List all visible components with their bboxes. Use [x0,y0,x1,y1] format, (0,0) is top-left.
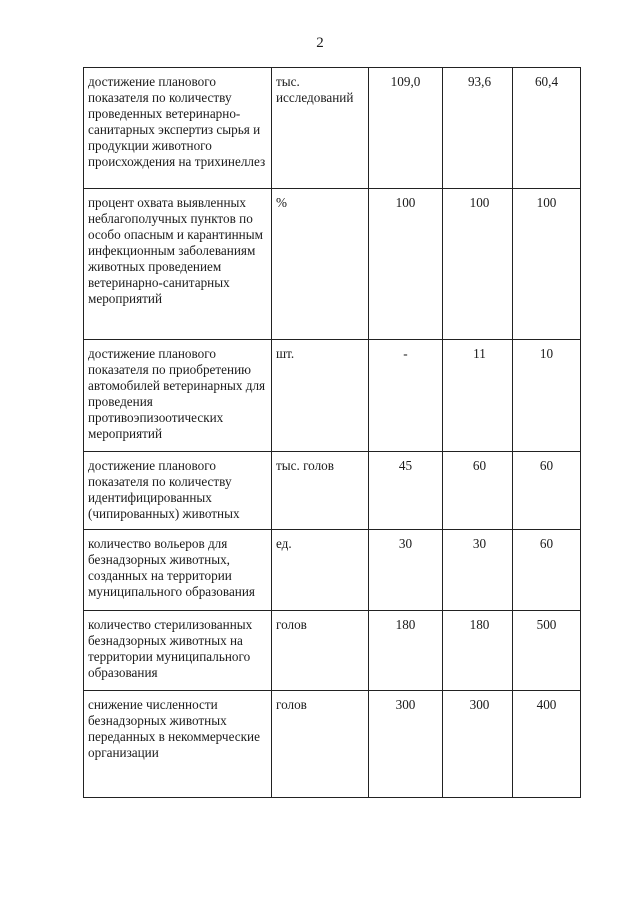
page-number: 2 [316,35,324,51]
indicator-name-cell: количество стерилизованных безнадзорных животных на территории муниципального образования [84,611,272,691]
value-cell-1: 45 [369,452,443,530]
value-cell-1: 109,0 [369,68,443,189]
value-cell-2: 300 [443,691,513,798]
value-cell-2: 30 [443,530,513,611]
value-cell-3: 500 [513,611,581,691]
table-row [84,611,581,691]
indicator-name-cell: снижение численности безнадзорных животных переданных в некоммерческие организации [84,691,272,798]
table-row [84,68,581,189]
value-cell-2: 11 [443,340,513,452]
value-cell-1: 100 [369,189,443,340]
indicator-name-cell: количество вольеров для безнадзорных животных, созданных на территории муниципального образования [84,530,272,611]
value-cell-1: 180 [369,611,443,691]
value-cell-3: 400 [513,691,581,798]
table-row [84,452,581,530]
value-cell-1: 300 [369,691,443,798]
value-cell-3: 10 [513,340,581,452]
unit-cell: голов [272,611,369,691]
indicator-name-cell: достижение планового показателя по количеству проведенных ветеринарно-санитарных экспертиз сырья и продукции животного происхождения на трихинеллез [84,68,272,189]
unit-cell: ед. [272,530,369,611]
value-cell-3: 60 [513,452,581,530]
value-cell-3: 100 [513,189,581,340]
value-cell-1: 30 [369,530,443,611]
value-cell-3: 60 [513,530,581,611]
value-cell-1: - [369,340,443,452]
unit-cell: шт. [272,340,369,452]
value-cell-2: 93,6 [443,68,513,189]
value-cell-2: 100 [443,189,513,340]
value-cell-2: 60 [443,452,513,530]
unit-cell: тыс. голов [272,452,369,530]
table-row [84,340,581,452]
indicator-name-cell: достижение планового показателя по количеству идентифицированных (чипированных) животных [84,452,272,530]
unit-cell: тыс. исследований [272,68,369,189]
indicators-table [83,67,581,798]
value-cell-3: 60,4 [513,68,581,189]
indicator-name-cell: достижение планового показателя по приобретению автомобилей ветеринарных для проведения противоэпизоотических мероприятий [84,340,272,452]
table-row [84,189,581,340]
indicator-name-cell: процент охвата выявленных неблагополучных пунктов по особо опасным и карантинным инфекционным заболеваниям животных проведением ветеринарно-санитарных мероприятий [84,189,272,340]
table-row [84,530,581,611]
table-row [84,691,581,798]
value-cell-2: 180 [443,611,513,691]
unit-cell: голов [272,691,369,798]
unit-cell: % [272,189,369,340]
